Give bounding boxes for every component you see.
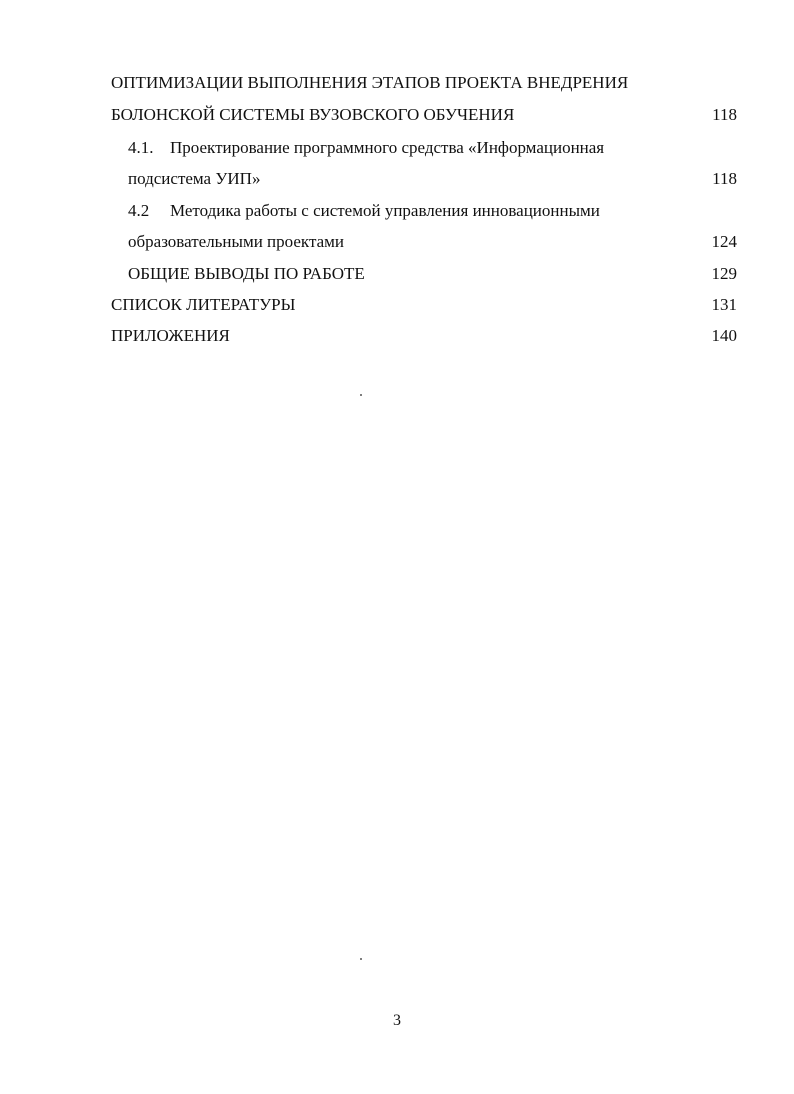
toc-entry-text [128,136,604,160]
toc-entry-section-4-2-line2 [0,230,794,254]
toc-entry-title: подсистема УИП» [128,169,261,188]
toc-entry-page: 124 [711,232,737,251]
toc-entry-title: образовательными проектами [128,232,344,251]
toc-entry-title: ПРИЛОЖЕНИЯ [111,326,230,345]
page-number: 3 [393,1012,401,1029]
toc-entry-conclusions [0,262,794,286]
toc-entry-chapter4-line1 [0,71,794,95]
toc-entry-section-4-1-line2 [0,167,794,191]
toc-entry-title: ОПТИМИЗАЦИИ ВЫПОЛНЕНИЯ ЭТАПОВ ПРОЕКТА ВНЕДРЕНИЯ [111,73,629,92]
toc-entry-appendices [0,324,794,348]
toc-section-number: 4.2 [128,201,150,220]
toc-entry-title: Методика работы с системой управления инновационными [170,201,600,220]
toc-entry-title: Проектирование программного средства «Информационная [170,138,605,157]
toc-entry-title: СПИСОК ЛИТЕРАТУРЫ [111,295,296,314]
scan-speck [360,394,362,396]
toc-entry-section-4-2-line1 [0,199,794,223]
toc-entry-page: 118 [712,169,737,188]
toc-entry-text [128,199,600,223]
toc-entry-title: БОЛОНСКОЙ СИСТЕМЫ ВУЗОВСКОГО ОБУЧЕНИЯ [111,105,515,124]
toc-entry-chapter4-line2 [0,103,794,127]
toc-entry-title: ОБЩИЕ ВЫВОДЫ ПО РАБОТЕ [128,264,365,283]
toc-entry-section-4-1-line1 [0,136,794,160]
toc-entry-references [0,293,794,317]
toc-entry-page: 129 [711,264,737,283]
toc-entry-page: 140 [711,326,737,345]
scan-speck [360,958,362,960]
toc-entry-page: 131 [711,295,737,314]
toc-section-number: 4.1. [128,138,154,157]
toc-entry-page: 118 [712,105,737,124]
